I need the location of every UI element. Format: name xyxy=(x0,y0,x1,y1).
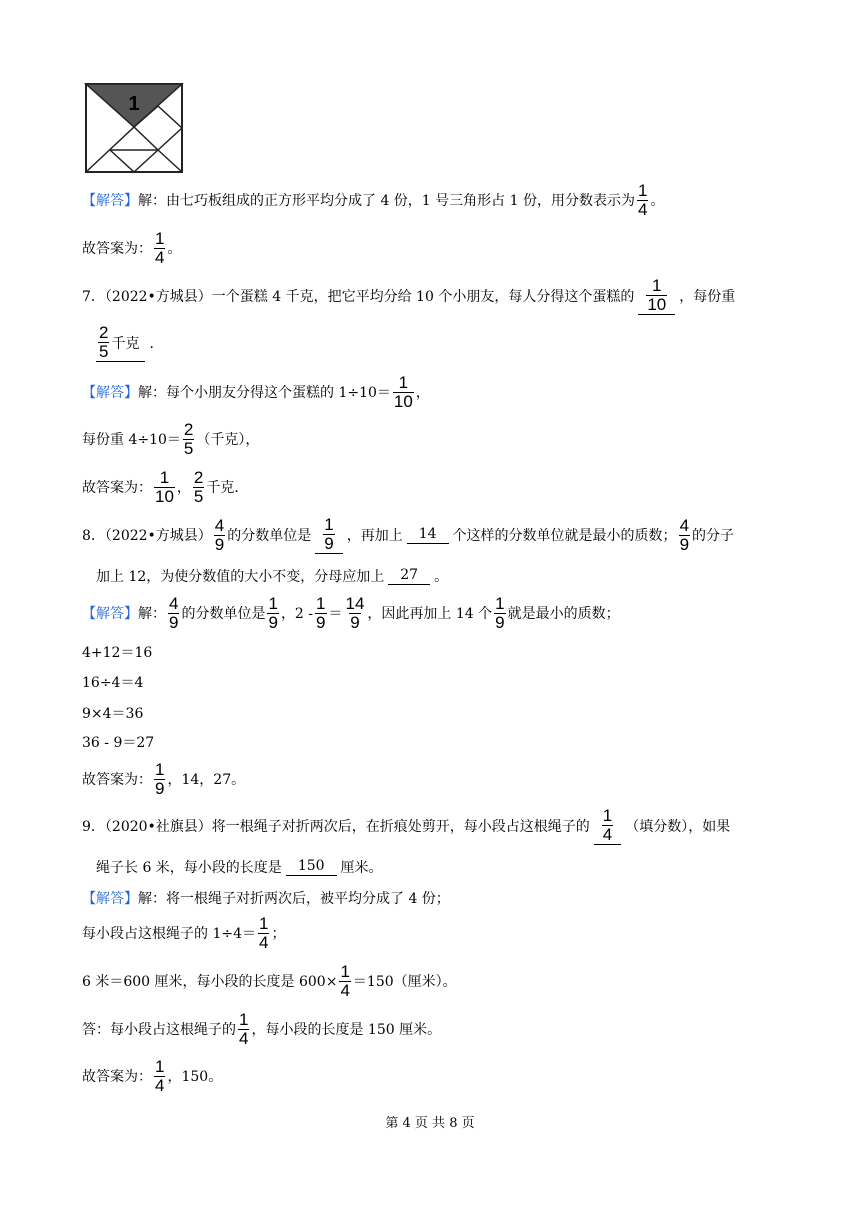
fraction: $\frac{1}{4}$ xyxy=(340,961,350,1000)
q7-stem-cont xyxy=(96,323,164,361)
answer-blank: 14 xyxy=(407,526,449,544)
text: 7．（2022•方城县）一个蛋糕 4 千克，把它平均分给 10 个小朋友，每人分得这个蛋糕的 xyxy=(82,289,635,305)
text: 的分子 xyxy=(692,528,735,544)
text: 解：每个小朋友分得这个蛋糕的 1÷10＝ xyxy=(138,385,391,401)
text: ，每份重 xyxy=(679,289,736,305)
text: 就是最小的质数； xyxy=(507,606,620,622)
text: ， xyxy=(415,385,430,401)
text: 个这样的分数单位就是最小的质数； xyxy=(452,528,677,544)
q8-stem-cont xyxy=(96,561,448,591)
fraction: $\frac{1}{4}$ xyxy=(239,1009,249,1048)
text: 解： xyxy=(138,606,166,622)
text: 故答案为： xyxy=(82,480,152,496)
q9-stem-cont xyxy=(96,852,383,882)
text: ， xyxy=(176,480,191,496)
fraction: $\frac{4}{9}$ xyxy=(214,515,225,554)
answer-blank: 27 xyxy=(388,567,430,585)
text: 故答案为： xyxy=(82,772,152,788)
q7-solution xyxy=(82,372,430,411)
text: 解：由七巧板组成的正方形平均分成了 4 份，1 号三角形占 1 份，用分数表示为 xyxy=(138,193,635,209)
fraction: $\frac{1}{9}$ xyxy=(495,593,505,632)
text: 厘米。 xyxy=(340,860,383,876)
text: 绳子长 6 米，每小段的长度是 xyxy=(96,860,282,876)
text: ． xyxy=(149,336,164,352)
fraction: $\frac{4}{9}$ xyxy=(169,593,179,632)
q9-solution xyxy=(82,883,450,913)
q9-stem xyxy=(82,806,731,844)
q7-stem xyxy=(82,276,736,314)
text: 6 米＝600 厘米，每小段的长度是 600× xyxy=(82,974,338,990)
q9-final-answer xyxy=(82,1056,223,1095)
answer-tag: 【解答】 xyxy=(82,385,138,401)
text: ＝150（厘米）。 xyxy=(352,974,457,990)
text: 。 xyxy=(650,193,665,209)
q9-solution-2 xyxy=(82,913,286,952)
text: 的分数单位是 xyxy=(181,606,266,622)
text: ； xyxy=(271,926,286,942)
fraction: $\frac{1}{4}$ xyxy=(259,913,269,952)
text: ，14，27。 xyxy=(167,772,246,788)
text: 答：每小段占这根绳子的 xyxy=(82,1022,236,1038)
answer-blank: $\frac{2}{5}$ 千克 xyxy=(96,324,145,362)
q8-stem xyxy=(82,515,735,554)
calc-line: 36 - 9＝27 xyxy=(82,735,155,751)
calc-line: 9×4＝36 xyxy=(82,706,144,722)
q9-solution-3 xyxy=(82,961,457,1000)
q6-final-answer xyxy=(82,228,182,267)
text: ，150。 xyxy=(167,1069,223,1085)
text: （填分数），如果 xyxy=(625,819,731,835)
fraction: $\frac{1}{9}$ xyxy=(268,593,278,632)
answer-blank: 150 xyxy=(286,858,337,876)
text: （千克）， xyxy=(196,432,260,448)
fraction: $\frac{1}{10}$ xyxy=(155,467,174,506)
text: ＝ xyxy=(328,606,343,622)
text: 每份重 4÷10＝ xyxy=(82,432,181,448)
q7-solution-2 xyxy=(82,419,260,458)
q6-solution xyxy=(82,180,665,219)
text: 。 xyxy=(167,241,182,257)
text: 9．（2020•社旗县）将一根绳子对折两次后，在折痕处剪开，每小段占这根绳子的 xyxy=(82,819,590,835)
fraction: $\frac{1}{4}$ xyxy=(155,1056,165,1095)
fraction: $\frac{1}{10}$ xyxy=(393,372,413,411)
answer-tag: 【解答】 xyxy=(82,891,138,907)
text: 。 xyxy=(434,569,449,585)
answer-blank: $\frac{1}{10}$ xyxy=(638,277,675,315)
calc-line: 16÷4＝4 xyxy=(82,675,144,691)
text: ，再加上 xyxy=(346,528,403,544)
q7-final-answer xyxy=(82,467,249,506)
fraction: $\frac{14}{9}$ xyxy=(345,593,365,632)
fraction: $\frac{2}{5}$ xyxy=(183,419,194,458)
answer-blank: $\frac{1}{4}$ xyxy=(594,807,621,845)
fraction: $\frac{2}{5}$ xyxy=(193,467,204,506)
fraction: $\frac{1}{9}$ xyxy=(316,593,326,632)
text: 故答案为： xyxy=(82,1069,152,1085)
calc-line: 4+12＝16 xyxy=(82,645,153,661)
q8-final-answer xyxy=(82,759,246,798)
tangram-figure xyxy=(84,82,184,174)
text: 加上 12，为使分数值的大小不变，分母应加上 xyxy=(96,569,385,585)
fraction: $\frac{1}{9}$ xyxy=(155,759,165,798)
text: 千克． xyxy=(206,480,249,496)
text: 解：将一根绳子对折两次后，被平均分成了 4 份； xyxy=(138,891,450,907)
page-footer: 第 4 页 共 8 页 xyxy=(385,1116,475,1131)
text: ，每小段的长度是 150 厘米。 xyxy=(251,1022,442,1038)
fraction: $\frac{1}{4}$ xyxy=(637,180,648,219)
answer-tag: 【解答】 xyxy=(82,606,138,622)
text: 的分数单位是 xyxy=(227,528,312,544)
text: ，2 - xyxy=(280,606,314,622)
answer-blank: $\frac{1}{9}$ xyxy=(315,516,342,554)
text: 8．（2022•方城县） xyxy=(82,528,212,544)
answer-tag: 【解答】 xyxy=(82,193,138,209)
fraction: $\frac{1}{4}$ xyxy=(155,228,165,267)
q8-solution xyxy=(82,593,620,632)
triangle-label: 1 xyxy=(128,93,140,115)
fraction: $\frac{4}{9}$ xyxy=(679,515,690,554)
q9-solution-4 xyxy=(82,1009,442,1048)
text: 每小段占这根绳子的 1÷4＝ xyxy=(82,926,256,942)
text: 故答案为： xyxy=(82,241,152,257)
text: ，因此再加上 14 个 xyxy=(367,606,493,622)
